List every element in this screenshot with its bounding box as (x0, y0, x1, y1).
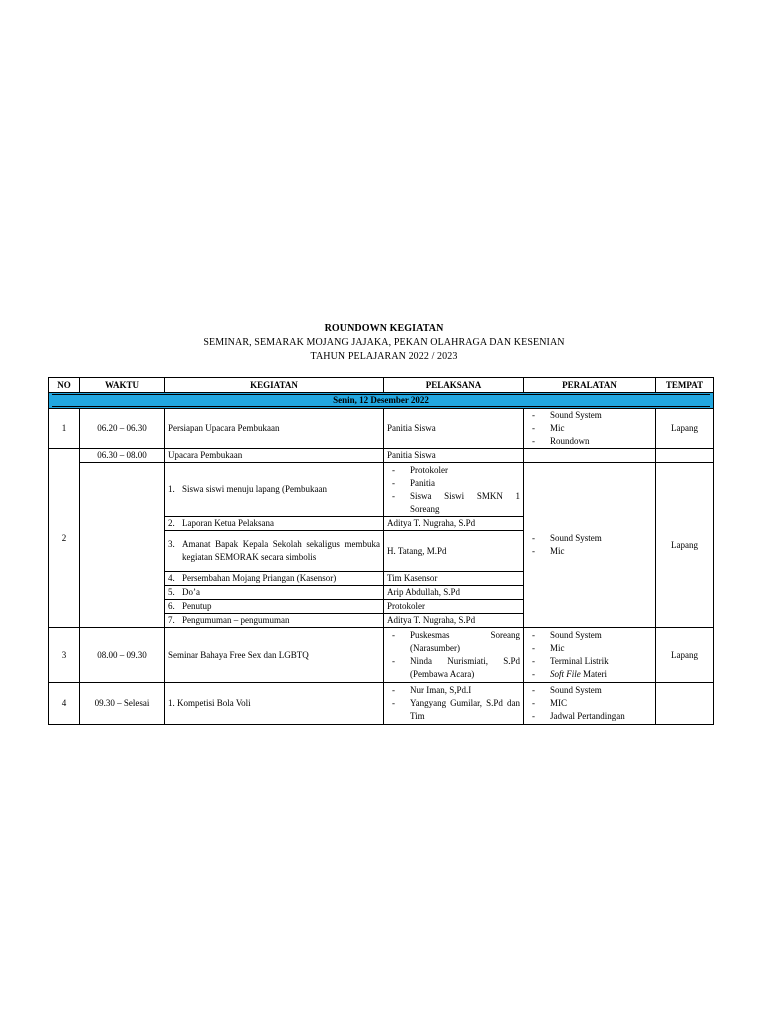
list-item: - Sound System (532, 629, 652, 642)
header-tempat: TEMPAT (656, 378, 714, 393)
list-item: - Mic (532, 642, 652, 655)
sub-kegiatan: 6. Penutup (165, 600, 384, 614)
list-item: - MIC (532, 697, 652, 710)
date-label: Senin, 12 Desember 2022 (52, 394, 710, 407)
sub-pelaksana: Arip Abdullah, S.Pd (384, 586, 524, 600)
sub-pelaksana: Aditya T. Nugraha, S.Pd (384, 517, 524, 531)
document-title: ROUNDOWN KEGIATAN (324, 323, 444, 334)
header-waktu: WAKTU (80, 378, 165, 393)
sub-kegiatan: 1. Siswa siswi menuju lapang (Pembukaan (165, 463, 384, 517)
row-peralatan (524, 409, 656, 449)
list-item: - Roundown (532, 435, 652, 448)
sub-kegiatan: 5. Do’a (165, 586, 384, 600)
row-tempat: Lapang (656, 628, 714, 683)
header-no: NO (49, 378, 80, 393)
list-item: - Protokoler (392, 464, 520, 477)
row-tempat (656, 683, 714, 725)
sub-pelaksana: Protokoler (384, 600, 524, 614)
table-header-row (49, 378, 714, 393)
header-peralatan: PERALATAN (524, 378, 656, 393)
row-no: 4 (49, 683, 80, 725)
row-pelaksana: Panitia Siswa (384, 449, 524, 463)
row-peralatan (524, 463, 656, 628)
row-tempat: Lapang (656, 409, 714, 449)
list-item: - Puskesmas Soreang (Narasumber) (392, 629, 520, 655)
table-row (49, 409, 714, 449)
sub-pelaksana (384, 463, 524, 517)
list-item: - Sound System (532, 532, 652, 545)
row-no: 3 (49, 628, 80, 683)
row-peralatan (524, 628, 656, 683)
list-item: - Sound System (532, 409, 652, 422)
row-kegiatan: Upacara Pembukaan (165, 449, 384, 463)
row-pelaksana (384, 628, 524, 683)
list-item: - Siswa Siswi SMKN 1 Soreang (392, 490, 520, 516)
row-waktu: 09.30 – Selesai (80, 683, 165, 725)
row-pelaksana: Panitia Siswa (384, 409, 524, 449)
date-row (49, 393, 714, 409)
header-pelaksana: PELAKSANA (384, 378, 524, 393)
list-item: - Nur Iman, S,Pd.I (392, 684, 520, 697)
row-waktu: 08.00 – 09.30 (80, 628, 165, 683)
row-waktu: 06.30 – 08.00 (80, 449, 165, 463)
row-kegiatan: 1. Kompetisi Bola Voli (165, 683, 384, 725)
header-kegiatan: KEGIATAN (165, 378, 384, 393)
document-year: TAHUN PELAJARAN 2022 / 2023 (310, 351, 458, 362)
table-row (49, 628, 714, 683)
list-item: - Panitia (392, 477, 520, 490)
sub-kegiatan: 3. Amanat Bapak Kepala Sekolah sekaligus membuka kegiatan SEMORAK secara simbolis (165, 531, 384, 572)
table-row (49, 683, 714, 725)
row-pelaksana (384, 683, 524, 725)
sub-kegiatan: 7. Pengumuman – pengumuman (165, 614, 384, 628)
list-item: - Mic (532, 422, 652, 435)
list-item: - Soft File Materi (532, 668, 652, 681)
table-row (49, 463, 714, 517)
list-item: - Mic (532, 545, 652, 558)
list-item: - Yangyang Gumilar, S.Pd dan Tim (392, 697, 520, 723)
sub-pelaksana: Aditya T. Nugraha, S.Pd (384, 614, 524, 628)
row-peralatan (524, 683, 656, 725)
document-title-block (0, 322, 768, 364)
row-no: 2 (49, 449, 80, 628)
row-waktu: 06.20 – 06.30 (80, 409, 165, 449)
row-kegiatan: Seminar Bahaya Free Sex dan LGBTQ (165, 628, 384, 683)
table-row (49, 449, 714, 463)
sub-pelaksana: Tim Kasensor (384, 572, 524, 586)
list-item: - Jadwal Pertandingan (532, 710, 652, 723)
list-item: - Terminal Listrik (532, 655, 652, 668)
list-item: - Sound System (532, 684, 652, 697)
sub-kegiatan: 4. Persembahan Mojang Priangan (Kasensor) (165, 572, 384, 586)
row-no: 1 (49, 409, 80, 449)
document-subtitle: SEMINAR, SEMARAK MOJANG JAJAKA, PEKAN OLAHRAGA DAN KESENIAN (203, 337, 565, 348)
list-item: - Ninda Nurismiati, S.Pd (Pembawa Acara) (392, 655, 520, 681)
rundown-table (48, 377, 714, 725)
row-tempat: Lapang (656, 463, 714, 628)
row-kegiatan: Persiapan Upacara Pembukaan (165, 409, 384, 449)
sub-pelaksana: H. Tatang, M.Pd (384, 531, 524, 572)
sub-kegiatan: 2. Laporan Ketua Pelaksana (165, 517, 384, 531)
